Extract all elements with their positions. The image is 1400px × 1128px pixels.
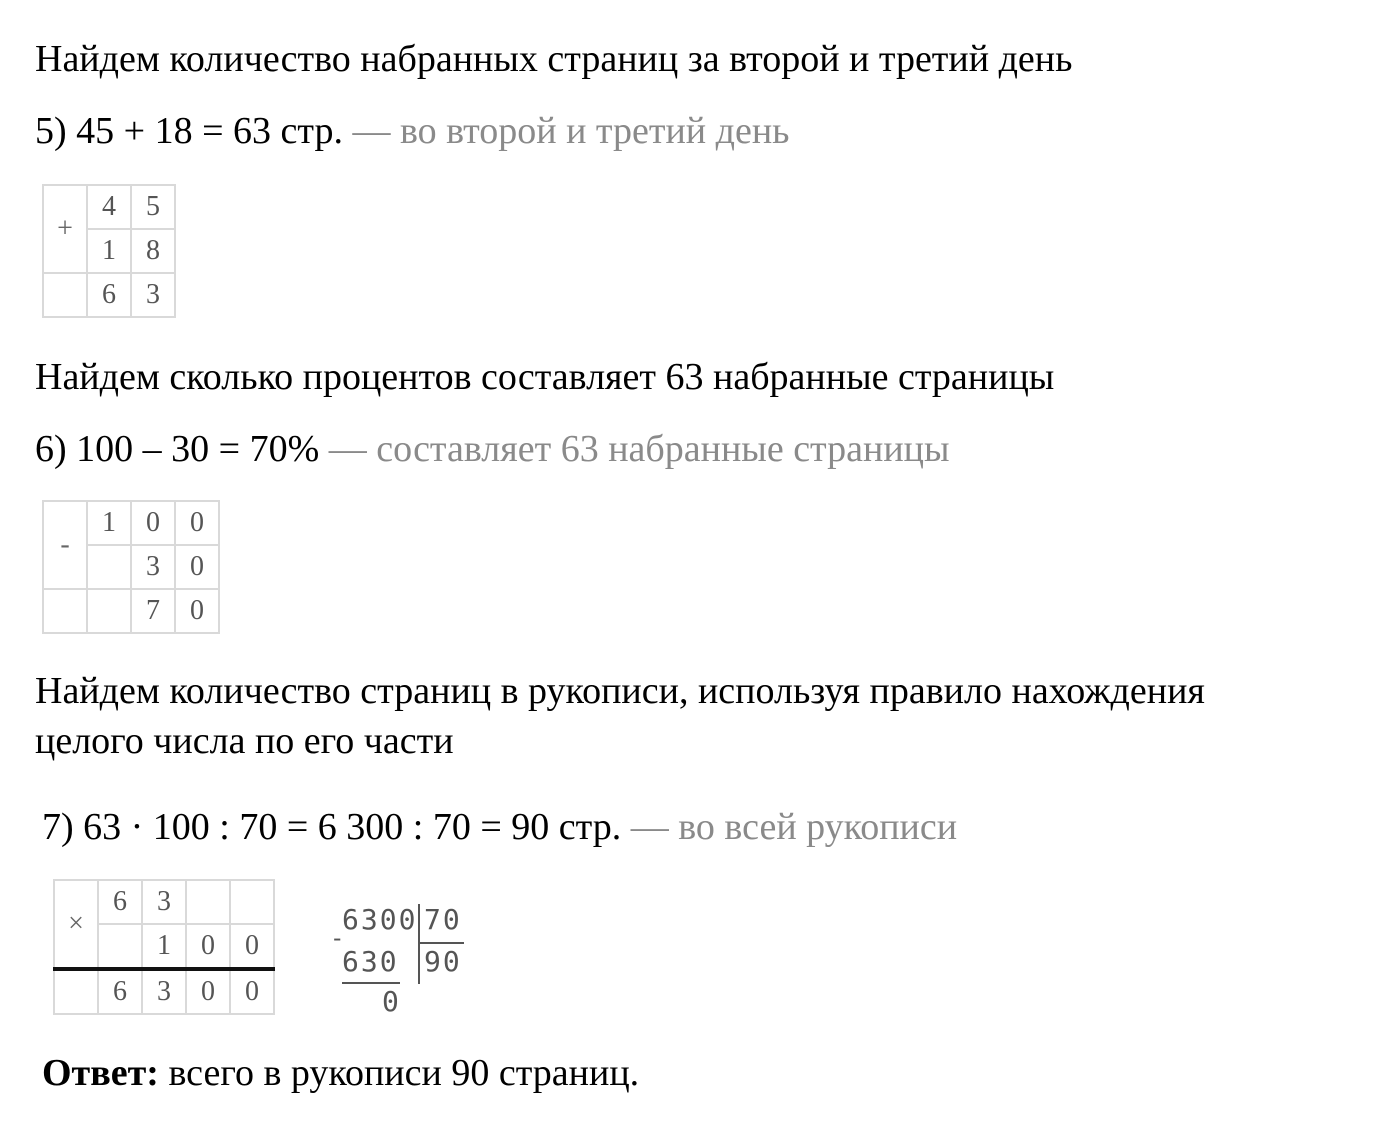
digit-cell: 1 <box>87 229 131 273</box>
operation-sign: + <box>43 185 87 273</box>
dividend: 6300 <box>342 903 418 936</box>
multiplication-column <box>53 879 275 1015</box>
digit-cell: 0 <box>230 924 274 969</box>
digit-cell: 3 <box>131 545 175 589</box>
result-digit-cell: 3 <box>142 969 186 1014</box>
answer-label: Ответ: <box>42 1052 159 1094</box>
answer-text: всего в рукописи 90 страниц. <box>158 1052 640 1094</box>
digit-cell: 4 <box>87 185 131 229</box>
result-digit-cell: 7 <box>131 589 175 633</box>
digit-cell: 0 <box>131 501 175 545</box>
empty-cell <box>43 589 87 633</box>
division-quotient-rule <box>418 942 464 944</box>
heading-step-5: Найдем количество набранных страниц за второй и третий день <box>35 38 1073 80</box>
empty-cell <box>54 969 98 1014</box>
answer <box>42 1054 639 1092</box>
subtraction-rule <box>342 982 400 984</box>
partial-product: 630 <box>342 945 399 978</box>
heading-step-7-line-1: Найдем количество страниц в рукописи, используя правило нахождения <box>35 670 1205 712</box>
digit-cell: 3 <box>142 880 186 924</box>
digit-cell <box>87 545 131 589</box>
division-vertical-rule <box>418 904 420 984</box>
equation-step-6 <box>35 430 950 468</box>
digit-cell <box>186 880 230 924</box>
heading-step-6: Найдем сколько процентов составляет 63 набранные страницы <box>35 356 1055 398</box>
equation-step-7 <box>42 808 957 846</box>
result-digit-cell: 0 <box>230 969 274 1014</box>
equation-note: — во второй и третий день <box>342 110 790 152</box>
equation-text: 7) 63 · 100 : 70 = 6 300 : 70 = 90 стр. <box>42 806 622 848</box>
result-digit-cell <box>87 589 131 633</box>
empty-cell <box>43 273 87 317</box>
divisor: 70 <box>424 903 462 936</box>
result-digit-cell: 6 <box>87 273 131 317</box>
minus-sign: - <box>330 924 347 952</box>
quotient: 90 <box>424 945 462 978</box>
result-digit-cell: 6 <box>98 969 142 1014</box>
long-division <box>330 900 480 1020</box>
heading-step-7-line-2: целого числа по его части <box>35 720 454 762</box>
digit-cell: 1 <box>87 501 131 545</box>
digit-cell: 8 <box>131 229 175 273</box>
digit-cell: 1 <box>142 924 186 969</box>
equation-step-5 <box>35 112 790 150</box>
digit-cell: 0 <box>175 545 219 589</box>
remainder: 0 <box>382 985 401 1018</box>
equation-note: — составляет 63 набранные страницы <box>319 428 950 470</box>
equation-note: — во всей рукописи <box>621 806 958 848</box>
digit-cell: 6 <box>98 880 142 924</box>
digit-cell <box>230 880 274 924</box>
digit-cell: 0 <box>186 924 230 969</box>
digit-cell: 0 <box>175 501 219 545</box>
operation-sign: - <box>43 501 87 589</box>
digit-cell: 5 <box>131 185 175 229</box>
result-digit-cell: 0 <box>186 969 230 1014</box>
equation-text: 5) 45 + 18 = 63 стр. <box>35 110 343 152</box>
operation-sign: × <box>54 880 98 969</box>
digit-cell <box>98 924 142 969</box>
result-digit-cell: 0 <box>175 589 219 633</box>
subtraction-column <box>42 500 220 634</box>
result-digit-cell: 3 <box>131 273 175 317</box>
addition-column <box>42 184 176 318</box>
equation-text: 6) 100 – 30 = 70% <box>35 428 320 470</box>
